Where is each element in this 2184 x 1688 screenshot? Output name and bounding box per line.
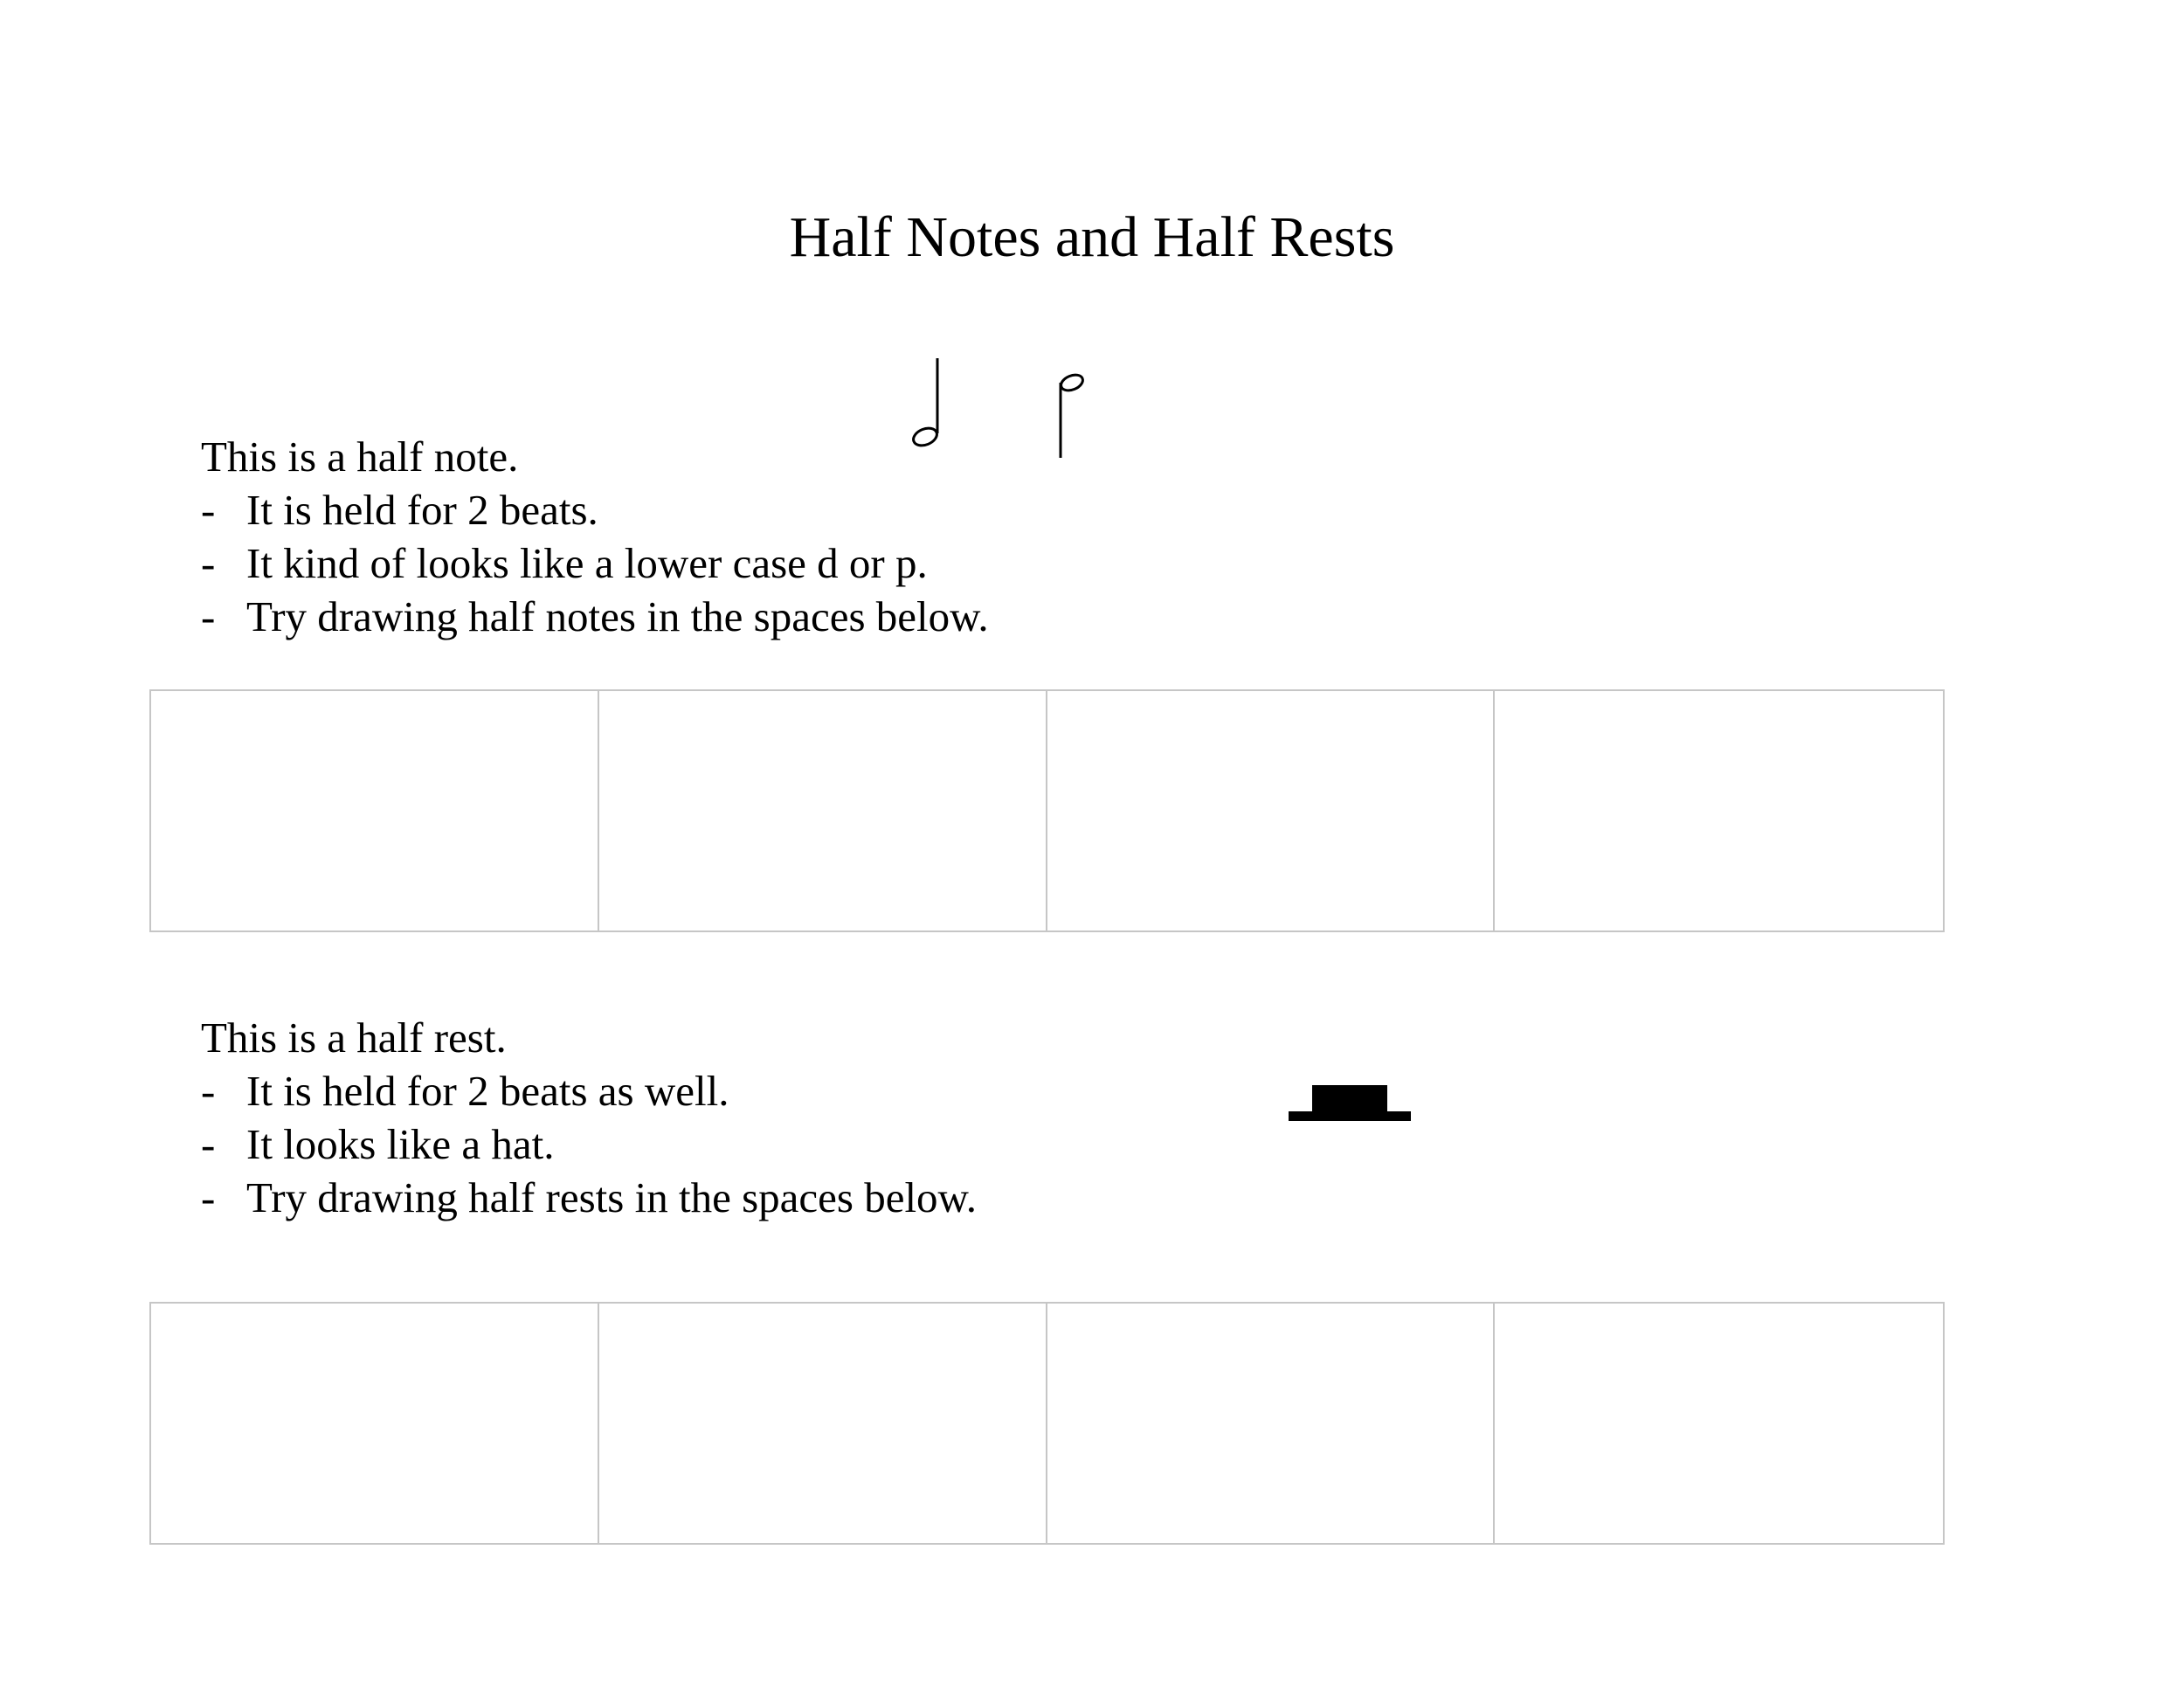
- half-note-stem-down-icon: [1055, 370, 1090, 467]
- list-item: [201, 590, 989, 643]
- bullet-text: It looks like a hat.: [246, 1120, 555, 1168]
- practice-box[interactable]: [1495, 691, 1943, 930]
- bullet-dash: -: [201, 592, 216, 640]
- practice-box[interactable]: [599, 691, 1047, 930]
- practice-box[interactable]: [1047, 1304, 1496, 1543]
- bullet-dash: -: [201, 1120, 216, 1168]
- half-rest-practice-boxes: [149, 1302, 1945, 1545]
- half-rest-description: [201, 1011, 977, 1224]
- half-rest-heading: This is a half rest.: [201, 1013, 507, 1062]
- bullet-text: Try drawing half rests in the spaces below.: [246, 1173, 978, 1221]
- bullet-text: Try drawing half notes in the spaces below.: [246, 592, 989, 640]
- practice-box[interactable]: [599, 1304, 1047, 1543]
- bullet-text: It is held for 2 beats as well.: [246, 1067, 729, 1115]
- practice-box[interactable]: [151, 691, 599, 930]
- bullet-text: It is held for 2 beats.: [246, 486, 598, 534]
- half-rest-icon: [1289, 1083, 1411, 1124]
- page-title: Half Notes and Half Rests: [789, 205, 1395, 269]
- half-note-practice-boxes: [149, 689, 1945, 932]
- bullet-dash: -: [201, 1067, 216, 1115]
- list-item: [201, 1171, 977, 1224]
- bullet-dash: -: [201, 539, 216, 587]
- half-note-stem-up-icon: [907, 356, 942, 453]
- list-item: [201, 1117, 977, 1171]
- list-item: [201, 483, 989, 536]
- practice-box[interactable]: [1495, 1304, 1943, 1543]
- list-item: [201, 536, 989, 590]
- list-item: [201, 1064, 977, 1117]
- bullet-text: It kind of looks like a lower case d or p.: [246, 539, 928, 587]
- bullet-dash: -: [201, 486, 216, 534]
- half-note-heading: This is a half note.: [201, 432, 519, 481]
- practice-box[interactable]: [151, 1304, 599, 1543]
- bullet-dash: -: [201, 1173, 216, 1221]
- practice-box[interactable]: [1047, 691, 1496, 930]
- half-note-description: [201, 430, 989, 643]
